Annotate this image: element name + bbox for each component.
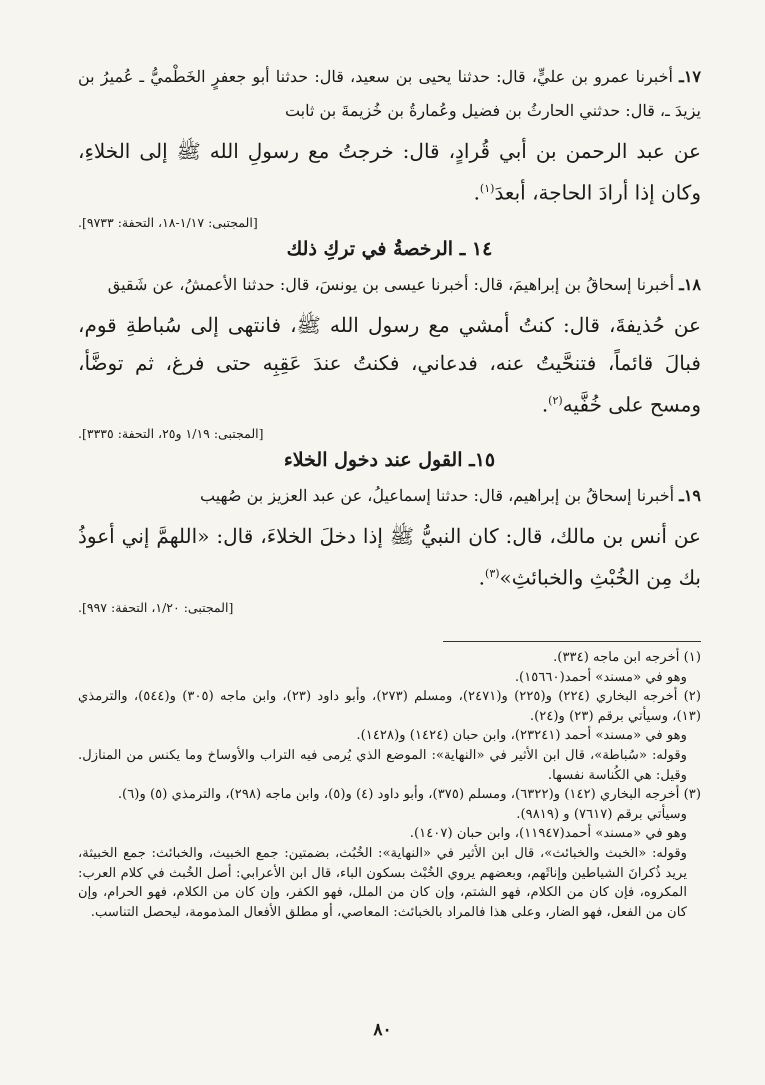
hadith-17-isnad-line2: ـ عُميرُ بن يزيدَ ـ، قال: حدثني الحارثُ بن فضيل وعُمارةُ بن خُزيمةَ بن ثابت <box>78 67 701 120</box>
footnote-1-cont: وهو في «مسند» أحمد(١٥٦٦٠). <box>514 669 687 685</box>
hadith-19-matn: عن أنس بن مالك، قال: كان النبيُّ ﷺ إذا دخلَ الخلاءَ، قال: «اللهمَّ إني أعوذُ بك مِن الخُبْثِ والخبائثِ»$^{(٣)}$. <box>78 524 701 590</box>
hadith-18-matn: عن حُذيفةَ، قال: كنتُ أمشي مع رسول الله ﷺ، فانتهى إلى سُباطةِ قوم، فبالَ قائماً، فتنحَّيتُ عنه، فدعاني، فكنتُ عندَ عَقِبِه حتى فرغ، ثم توضَّأ، ومسح على خُفَّيه$^{(٢)}$. <box>78 312 701 417</box>
hadith-17-matn-text: عن عبد الرحمن بن أبي قُرادٍ، قال: خرجتُ مع رسولِ الله ﷺ إلى الخلاءِ، وكان إذا أرادَ الحاجة، أبعدَ <box>78 139 701 205</box>
page-number: ٨٠ <box>373 1020 392 1040</box>
footnote-2: (٢) أخرجه البخاري (٢٢٤) و(٢٢٥) و(٢٤٧١)، ومسلم (٢٧٣)، وأبو داود (٢٣)، وابن ماجه (٣٠٥) و(٥٤٤)، والترمذي (١٣)، وسيأتي برقم (٢٣) و(٢٤). <box>78 689 701 724</box>
hadith-17-number: ١٧ـ <box>679 67 701 86</box>
section-15-title: ١٥ـ القول عند دخول الخلاء <box>283 449 496 472</box>
hadith-17-isnad <box>78 60 701 128</box>
hadith-17-reference: [المجتبى: ١/١٧-١٨، التحفة: ٩٧٣٣]. <box>78 214 258 230</box>
hadith-19-isnad <box>78 479 701 513</box>
footnote-3-cont2: وهو في «مسند» أحمد(١١٩٤٧)، وابن حبان (١٤٠٧). <box>409 826 687 842</box>
hadith-18-matn-text: عن حُذيفةَ، قال: كنتُ أمشي مع رسول الله ﷺ، فانتهى إلى سُباطةِ قوم، فبالَ قائماً، فتنحَّيتُ عنه، فدعاني، فكنتُ عندَ عَقِبِه حتى فرغ، ثم توضَّأ، ومسح على خُفَّيه <box>78 312 701 417</box>
section-14-title: ١٤ ـ الرخصةُ في تركِ ذلك <box>286 237 493 260</box>
hadith-18-isnad <box>78 268 701 302</box>
footnote-3-gloss: وقوله: «الخبث والخبائث»، قال ابن الأثير في «النهاية»: الخُبُث، بضمتين: جمع الخبيث، والخبائث: جمع الخبيثة، يريد ذُكرانَ الشياطين وإناثَهم، وبعضهم يروي الخُبْث بسكون الباء، قال ابن الأعرابي: أصل الخُبث في كلام العرب: المكروه، فإن كان من الكلام، فهو الشتم، وإن كان من الملل، فهو الكفر، وإن كان من الكلام، فهو الحرام، وإن كان من الفعل، فهو الضار، وعلى هذا فالمراد بالخبائث: المعاصي، أو مطلق الأفعال المذمومة، ليحصل التناسب. <box>78 845 687 920</box>
footnote-marker-1: (١) <box>479 182 495 195</box>
footnote-marker-2: (٢) <box>548 393 563 407</box>
hadith-18-reference: [المجتبى: ١/١٩ و٢٥، التحفة: ٣٣٣٥]. <box>78 426 264 442</box>
footnote-3: (٣) أخرجه البخاري (١٤٢) و(٦٣٢٢)، ومسلم (٣٧٥)، وأبو داود (٤) و(٥)، وابن ماجه (٢٩٨)، والترمذي (٥) و(٦). <box>117 787 701 803</box>
footnote-2-gloss: وقوله: «سُباطة»، قال ابن الأثير في «النهاية»: الموضع الذي يُرمى فيه التراب والأوساخ وما يكنس من المنازل. وقيل: هي الكُناسة نفسها. <box>78 747 687 783</box>
hadith-19-isnad-text: أخبرنا إسحاقُ بن إبراهيم، قال: حدثنا إسماعيلُ، عن عبد العزيز بن صُهيب <box>200 486 675 506</box>
hadith-17-matn: عن عبد الرحمن بن أبي قُرادٍ، قال: خرجتُ مع رسولِ الله ﷺ إلى الخلاءِ، وكان إذا أرادَ الحاجة، أبعدَ$^{(١)}$. <box>78 139 701 205</box>
footnote-3-cont: وسيأتي برقم (٧٦١٧) و (٩٨١٩). <box>516 806 687 822</box>
footnote-marker-3: (٣) <box>485 567 500 581</box>
hadith-19-reference: [المجتبى: ١/٢٠، التحفة: ٩٩٧]. <box>78 599 234 615</box>
hadith-19-matn-text: عن أنس بن مالك، قال: كان النبيُّ ﷺ إذا دخلَ الخلاءَ، قال: «اللهمَّ إني أعوذُ بك مِن الخُبْثِ والخبائثِ» <box>78 524 701 590</box>
hadith-18-number: ١٨ـ <box>679 274 701 294</box>
hadith-18-isnad-text: أخبرنا إسحاقُ بن إبراهيمَ، قال: أخبرنا عيسى بن يونسَ، قال: حدثنا الأعمشُ، عن شَقيق <box>107 274 675 294</box>
footnotes <box>78 648 701 922</box>
footnote-divider <box>443 641 701 642</box>
hadith-19-number: ١٩ـ <box>679 486 701 506</box>
footnote-2-cont: وهو في «مسند» أحمد (٢٣٢٤١)، وابن حبان (١٤٢٤) و(١٤٢٨). <box>356 728 687 744</box>
hadith-17-isnad-line1: أخبرنا عمرو بن عليٍّ، قال: حدثنا يحيى بن سعيد، قال: حدثنا أبو جعفرٍ الخَطْميُّ <box>150 67 673 86</box>
footnote-1: (١) أخرجه ابن ماجه (٣٣٤). <box>553 649 701 665</box>
